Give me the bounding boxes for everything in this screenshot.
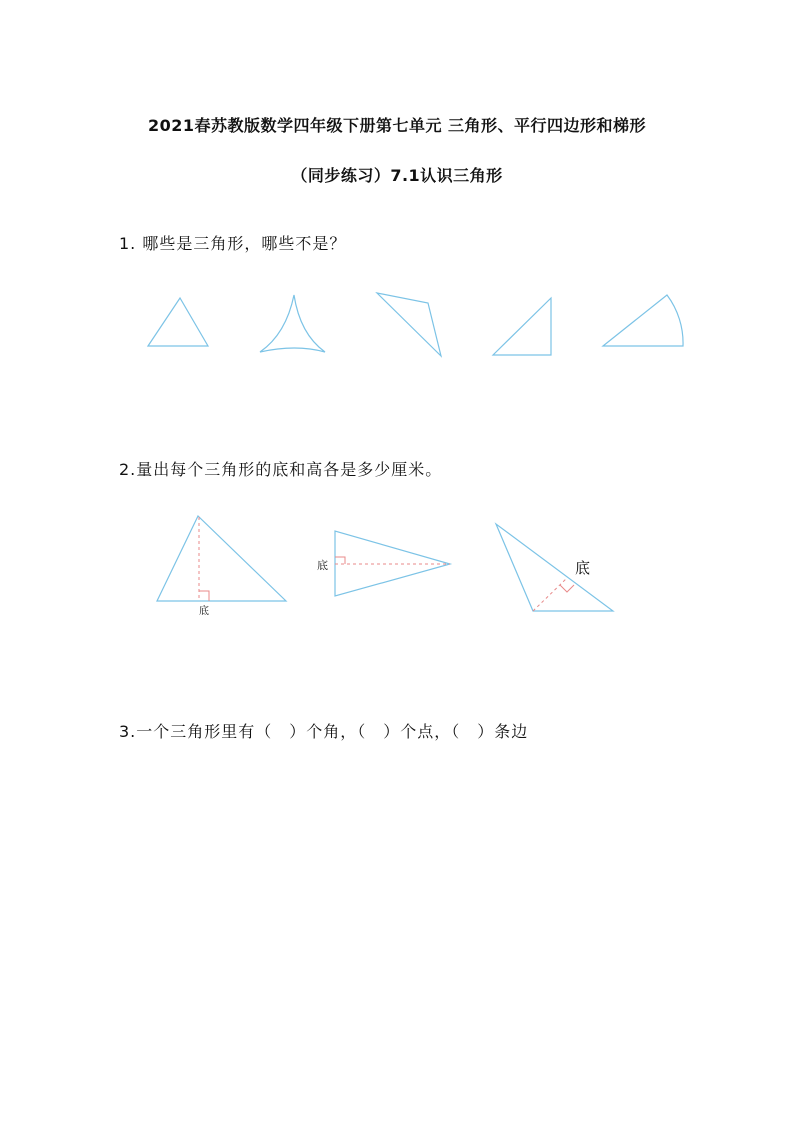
base-label-b: 底 bbox=[317, 559, 328, 572]
right-angle-mark-b bbox=[335, 557, 345, 564]
right-angle-mark-c bbox=[560, 585, 574, 592]
page-subtitle: （同步练习）7.1认识三角形 bbox=[291, 166, 503, 185]
page-title: 2021春苏教版数学四年级下册第七单元 三角形、平行四边形和梯形 bbox=[147, 116, 647, 135]
height-line-c bbox=[533, 578, 567, 611]
triangle-c bbox=[496, 524, 613, 611]
question-3: 3.一个三角形里有（ ）个角，（ ）个点，（ ）条边 bbox=[119, 722, 529, 741]
question-2: 2.量出每个三角形的底和高各是多少厘米。 bbox=[119, 460, 443, 479]
question-1: 1. 哪些是三角形，哪些不是？ bbox=[119, 234, 347, 253]
triangle-b bbox=[317, 531, 450, 596]
triangle-a bbox=[157, 516, 286, 617]
right-angle-mark-a bbox=[199, 591, 209, 601]
base-label-a: 底 bbox=[199, 606, 209, 617]
base-label-c: 底 bbox=[575, 559, 591, 577]
